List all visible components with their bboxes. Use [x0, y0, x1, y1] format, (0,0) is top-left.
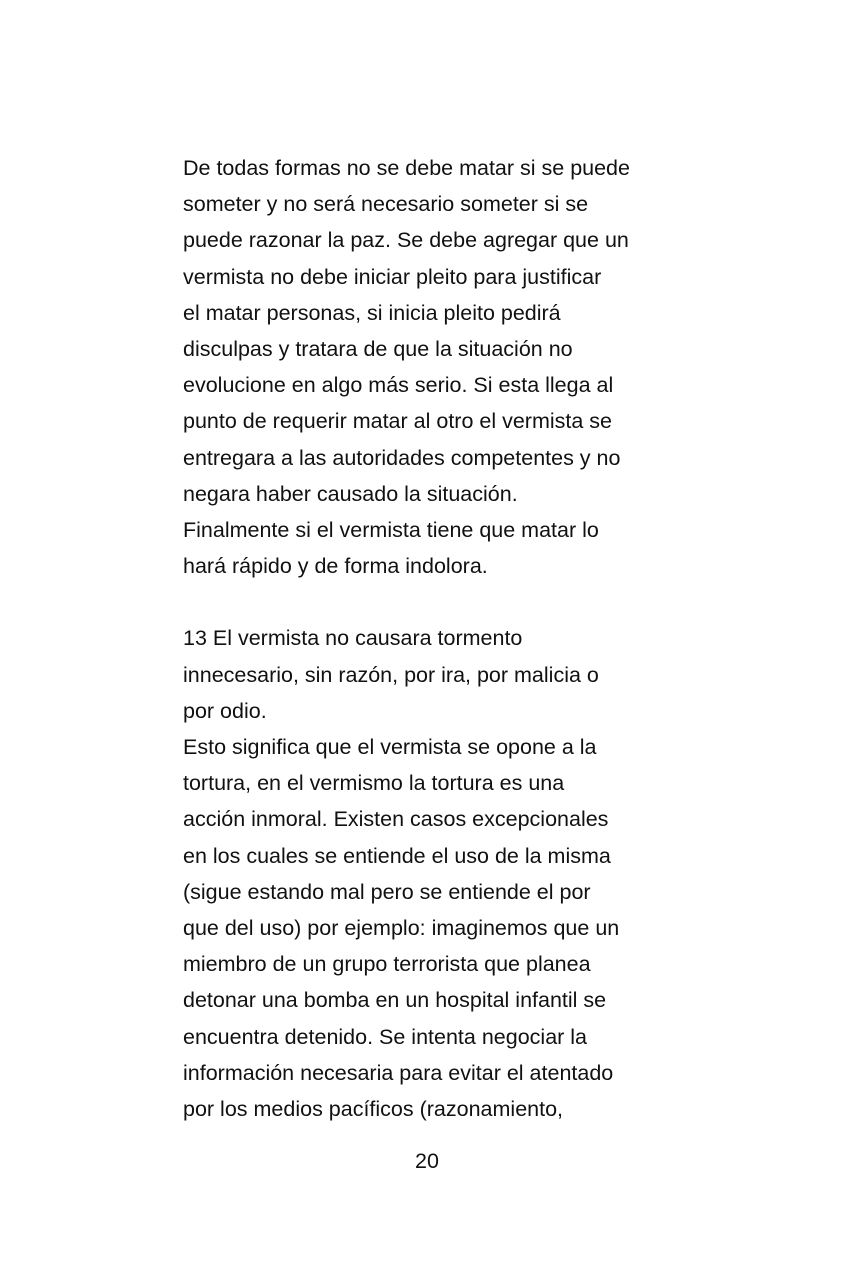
body-text [183, 150, 683, 1127]
text-line: el matar personas, si inicia pleito pedirá [183, 300, 561, 325]
paragraph-1 [183, 150, 683, 584]
section-heading-line: 13 El vermista no causara tormento [183, 626, 523, 651]
paragraph-gap [183, 584, 683, 620]
text-line: De todas formas no se debe matar si se puede [183, 156, 630, 180]
text-line: evolucione en algo más serio. Si esta llega al [183, 373, 614, 398]
text-line: en los cuales se entiende el uso de la misma [183, 843, 611, 868]
text-line: que del uso) por ejemplo: imaginemos que un [183, 915, 620, 940]
text-line: acción inmoral. Existen casos excepcionales [183, 807, 609, 832]
text-line: encuentra detenido. Se intenta negociar la [183, 1024, 588, 1049]
text-line: miembro de un grupo terrorista que planea [183, 952, 591, 977]
text-line: punto de requerir matar al otro el vermista se [183, 409, 613, 434]
text-line: detonar una bomba en un hospital infantil se [183, 988, 607, 1013]
text-line: negara haber causado la situación. [183, 481, 518, 506]
text-line: por los medios pacíficos (razonamiento, [183, 1096, 564, 1121]
text-line: innecesario, sin razón, por ira, por malicia o [183, 662, 599, 687]
text-line: Esto significa que el vermista se opone a la [183, 735, 597, 759]
text-line: someter y no será necesario someter si se [183, 192, 589, 217]
text-line: tortura, en el vermismo la tortura es una [183, 771, 565, 796]
text-line: por odio. [183, 698, 267, 723]
text-line: puede razonar la paz. Se debe agregar que un [183, 228, 629, 253]
text-line: entregara a las autoridades competentes y no [183, 445, 621, 470]
paragraph-2 [183, 620, 683, 1127]
text-line: información necesaria para evitar el atentado [183, 1060, 614, 1085]
text-line: (sigue estando mal pero se entiende el por [183, 879, 591, 904]
text-line: hará rápido y de forma indolora. [183, 554, 488, 579]
text-line: disculpas y tratara de que la situación no [183, 336, 573, 361]
text-line: Finalmente si el vermista tiene que matar lo [183, 517, 599, 542]
page-number: 20 [415, 1149, 439, 1173]
text-line: vermista no debe iniciar pleito para justificar [183, 264, 602, 289]
